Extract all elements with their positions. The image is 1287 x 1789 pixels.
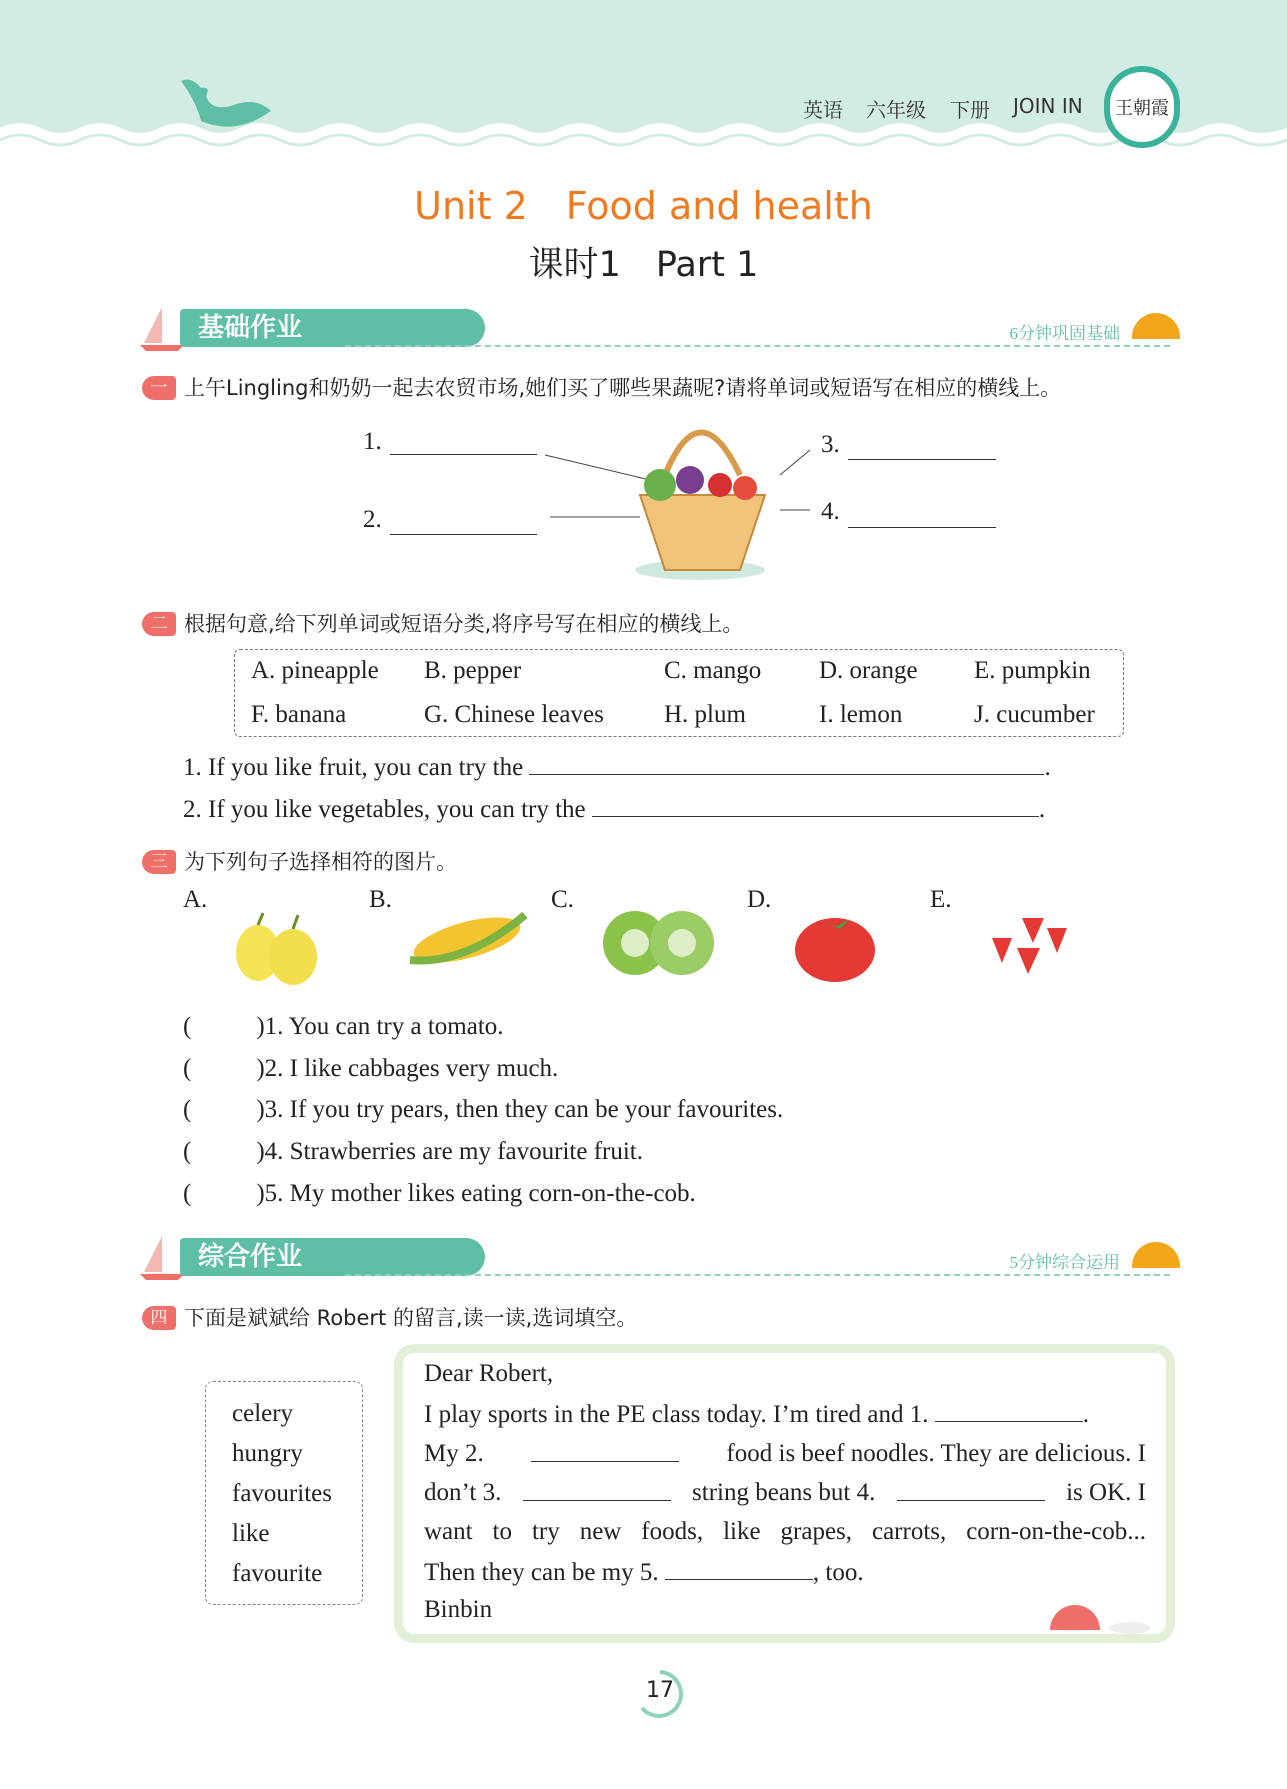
header-volume: 下册 bbox=[950, 98, 990, 122]
letter-signature: Binbin bbox=[424, 1596, 493, 1623]
lesson-title: 课时1 Part 1 bbox=[528, 245, 759, 285]
sentence-text: 1. If you like fruit, you can try the bbox=[183, 754, 524, 781]
answer-blank-3[interactable] bbox=[523, 1479, 671, 1501]
word-option: J. cucumber bbox=[974, 701, 1095, 728]
q1-number: 一 bbox=[142, 376, 176, 400]
q2-sentence-2: 2. If you like vegetables, you can try the . bbox=[183, 796, 1046, 823]
unit-title: Unit 2 Food and health bbox=[414, 184, 873, 228]
corn-image bbox=[405, 905, 530, 975]
q3-item-2: ( )2. I like cabbages very much. bbox=[183, 1055, 559, 1082]
answer-bracket[interactable] bbox=[191, 1054, 256, 1076]
vegetable-basket-image bbox=[540, 410, 820, 590]
picture-label-b: B. bbox=[369, 886, 392, 913]
option-word: favourite bbox=[232, 1560, 323, 1587]
page-number: 17 bbox=[646, 1678, 674, 1703]
section-basic-banner bbox=[140, 305, 1180, 351]
word-option: D. orange bbox=[819, 657, 918, 684]
picture-label-c: C. bbox=[551, 886, 574, 913]
sentence-text: 2. If you like vegetables, you can try the bbox=[183, 796, 586, 823]
section-label: 基础作业 bbox=[180, 309, 485, 347]
q3-item-1: ( )1. You can try a tomato. bbox=[183, 1013, 504, 1040]
blank-label-2: 2. bbox=[363, 506, 382, 533]
word-option: B. pepper bbox=[424, 657, 522, 684]
q4-number: 四 bbox=[142, 1306, 176, 1330]
q2-heading bbox=[142, 608, 743, 638]
brand-logo bbox=[1104, 66, 1180, 148]
pears-image bbox=[228, 905, 328, 985]
q2-sentence-1: 1. If you like fruit, you can try the . bbox=[183, 754, 1051, 781]
word-option: F. banana bbox=[251, 701, 347, 728]
logo-text: 王朝霞 bbox=[1115, 98, 1169, 118]
answer-blank-1[interactable] bbox=[935, 1400, 1083, 1422]
sun-icon bbox=[1132, 1242, 1180, 1268]
option-word: favourites bbox=[232, 1480, 332, 1507]
letter-text: My 2. bbox=[424, 1440, 484, 1467]
answer-bracket[interactable] bbox=[191, 1012, 256, 1034]
answer-bracket[interactable] bbox=[191, 1095, 256, 1117]
picture-label-d: D. bbox=[747, 886, 772, 913]
q3-heading bbox=[142, 846, 457, 876]
sun-icon bbox=[1132, 313, 1180, 339]
q3-item-3: ( )3. If you try pears, then they can be your favourites. bbox=[183, 1096, 784, 1123]
answer-blank-1[interactable] bbox=[390, 433, 537, 455]
q3-text: 为下列句子选择相符的图片。 bbox=[184, 850, 457, 874]
item-text: 5. My mother likes eating corn-on-the-cob. bbox=[264, 1180, 696, 1207]
option-word: hungry bbox=[232, 1440, 303, 1467]
option-word: celery bbox=[232, 1400, 294, 1427]
cabbages-image bbox=[600, 905, 720, 977]
answer-blank-3[interactable] bbox=[848, 438, 996, 460]
option-word: like bbox=[232, 1520, 270, 1547]
page-number-ornament bbox=[634, 1668, 686, 1720]
letter-line-4: want to try new foods, like grapes, carrots, corn-on-the-cob... bbox=[424, 1518, 1146, 1545]
blank-label-4: 4. bbox=[821, 498, 840, 525]
letter-text: is OK. I bbox=[1066, 1479, 1146, 1506]
q4-heading bbox=[142, 1302, 637, 1332]
item-text: 1. You can try a tomato. bbox=[264, 1013, 504, 1040]
letter-greeting: Dear Robert, bbox=[424, 1360, 554, 1387]
section-note: 5分钟综合运用 bbox=[1009, 1253, 1120, 1272]
item-text: 4. Strawberries are my favourite fruit. bbox=[264, 1138, 643, 1165]
letter-text: don’t 3. bbox=[424, 1479, 502, 1506]
word-option: C. mango bbox=[664, 657, 762, 684]
letter-text: , too. bbox=[812, 1559, 864, 1586]
q3-item-4: ( )4. Strawberries are my favourite fruit. bbox=[183, 1138, 643, 1165]
word-option: A. pineapple bbox=[251, 657, 379, 684]
strawberries-image bbox=[972, 908, 1072, 978]
q2-number: 二 bbox=[142, 612, 176, 636]
letter-text: food is beef noodles. They are delicious. I bbox=[726, 1440, 1146, 1467]
answer-blank-2[interactable] bbox=[390, 513, 537, 535]
item-text: 2. I like cabbages very much. bbox=[264, 1055, 559, 1082]
answer-blank-5[interactable] bbox=[665, 1558, 813, 1580]
word-option: G. Chinese leaves bbox=[424, 701, 604, 728]
answer-blank-2[interactable] bbox=[531, 1440, 679, 1462]
q4-text: 下面是斌斌给 Robert 的留言,读一读,选词填空。 bbox=[184, 1306, 638, 1330]
q2-text: 根据句意,给下列单词或短语分类,将序号写在相应的横线上。 bbox=[184, 612, 744, 636]
word-option: I. lemon bbox=[819, 701, 903, 728]
answer-blank[interactable] bbox=[592, 795, 1039, 817]
answer-bracket[interactable] bbox=[191, 1179, 256, 1201]
letter-line-5 bbox=[424, 1558, 864, 1587]
answer-blank-4[interactable] bbox=[848, 506, 996, 528]
word-option: H. plum bbox=[664, 701, 746, 728]
picture-label-e: E. bbox=[930, 886, 952, 913]
word-option: E. pumpkin bbox=[974, 657, 1091, 684]
section-label: 综合作业 bbox=[180, 1238, 485, 1276]
q1-text: 上午Lingling和奶奶一起去农贸市场,她们买了哪些果蔬呢?请将单词或短语写在相应的横线上。 bbox=[184, 376, 1062, 400]
section-note: 6分钟巩固基础 bbox=[1009, 324, 1120, 343]
letter-line-3 bbox=[424, 1479, 1146, 1507]
dashed-divider bbox=[345, 1274, 1170, 1276]
dashed-divider bbox=[345, 345, 1170, 347]
letter-line-2 bbox=[424, 1440, 1146, 1468]
answer-blank-4[interactable] bbox=[897, 1479, 1045, 1501]
blank-label-3: 3. bbox=[821, 431, 840, 458]
letter-text: string beans but 4. bbox=[692, 1479, 876, 1506]
item-text: 3. If you try pears, then they can be your favourites. bbox=[264, 1096, 784, 1123]
section-comprehensive-banner bbox=[140, 1234, 1180, 1280]
q3-number: 三 bbox=[142, 850, 176, 874]
whale-icon bbox=[176, 76, 276, 131]
header-grade: 六年级 bbox=[866, 98, 926, 122]
answer-blank[interactable] bbox=[529, 753, 1044, 775]
answer-bracket[interactable] bbox=[191, 1137, 256, 1159]
header-series: JOIN IN bbox=[1013, 94, 1083, 118]
picture-label-a: A. bbox=[183, 886, 208, 913]
sun-cartoon-icon bbox=[1040, 1590, 1155, 1635]
header-subject: 英语 bbox=[803, 98, 843, 122]
q3-item-5: ( )5. My mother likes eating corn-on-the-cob. bbox=[183, 1180, 696, 1207]
blank-label-1: 1. bbox=[363, 428, 382, 455]
tomato-image bbox=[790, 905, 880, 985]
letter-line-1: I play sports in the PE class today. I’m tired and 1. . bbox=[424, 1401, 1090, 1428]
letter-text: I play sports in the PE class today. I’m tired and 1. bbox=[424, 1401, 929, 1428]
q1-heading bbox=[142, 372, 1061, 402]
letter-text: Then they can be my 5. bbox=[424, 1559, 659, 1586]
